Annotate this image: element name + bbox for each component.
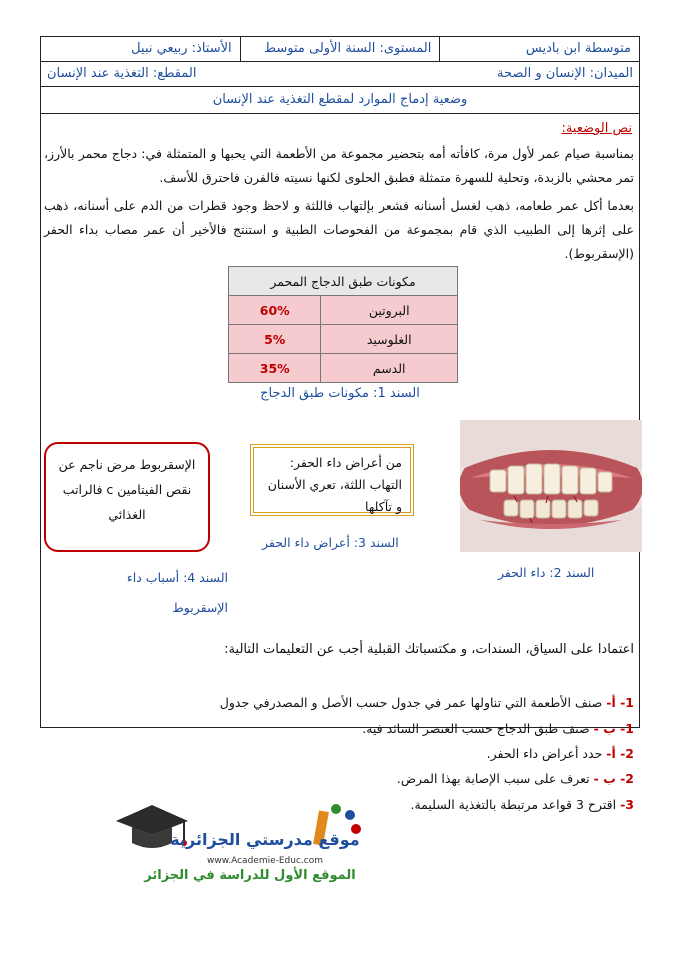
question-item [410, 797, 634, 812]
questions-intro: اعتمادا على السياق، السندات، و مكتسباتك القبلية أجب عن التعليمات التالية: [224, 642, 634, 657]
table-header: مكونات طبق الدجاج المحمر [229, 267, 458, 296]
teacher-name: الأستاذ: ربيعي نبيل [131, 41, 232, 56]
document-1-caption: السند 1: مكونات طبق الدجاج [260, 386, 420, 401]
causes-box: الإسقربوط مرض ناجم عن نقص الفيتامين c فالراتب الغذائي [44, 442, 210, 552]
document-2-caption: السند 2: داء الحفر [498, 565, 595, 580]
question-number: 3- [620, 797, 634, 812]
unit-label: المقطع: التغذية عند الإنسان [47, 66, 197, 81]
table-row [229, 296, 458, 325]
question-item [397, 771, 634, 786]
question-text: صنف طبق الدجاج حسب العنصر السائد فيه. [362, 721, 590, 736]
watermark-subtitle: الموقع الأول للدراسة في الجزائر [144, 868, 356, 883]
situation-paragraph-2: بعدما أكل عمر طعامه، ذهب لغسل أسنانه فشعر بإلتهاب فاللثة و لاحظ وجود قطرات من الدم على أسنانه، ذهب على إثرها إلى الطبيب الذي قام بمجموعة من الفحوصات الطبية و استنتج فالأخير أن عمر مصاب بداء الحفر (الإسقربوط). [44, 198, 634, 261]
composition-table [228, 266, 458, 383]
header-row-school [40, 36, 640, 62]
question-text: حدد أعراض داء الحفر. [486, 746, 603, 761]
question-number: 2- ب - [593, 771, 634, 786]
question-item [487, 746, 634, 761]
question-item [362, 721, 634, 736]
question-text: صنف الأطعمة التي تناولها عمر في جدول حسب الأصل و المصدرفي جدول [219, 695, 603, 710]
document-4-caption: السند 4: أسباب داء الإسقربوط [126, 570, 228, 615]
table-cell-name: البروتين [321, 296, 458, 325]
question-number: 1- أ- [606, 695, 634, 710]
school-name: متوسطة ابن باديس [439, 37, 639, 61]
question-item [220, 695, 634, 710]
table-cell-value: 5% [229, 325, 321, 354]
symptoms-box: من أعراض داء الحفر: التهاب اللثة، تعري الأسنان و تآكلها [250, 444, 414, 516]
question-text: تعرف على سبب الإصابة بهذا المرض. [396, 771, 590, 786]
question-text: اقترح 3 قواعد مرتبطة بالتغذية السليمة. [410, 797, 617, 812]
field-label: الميدان: الإنسان و الصحة [496, 66, 633, 81]
watermark-url: www.Academie-Educ.com [206, 856, 323, 866]
table-cell-value: 60% [229, 296, 321, 325]
table-row [229, 354, 458, 383]
watermark-title: موقع مدرستي الجزائرية [170, 830, 360, 849]
table-cell-value: 35% [229, 354, 321, 383]
table-cell-name: الغلوسيد [321, 325, 458, 354]
situation-paragraph-1: بمناسبة صيام عمر لأول مرة، كافأته أمه بتحضير مجموعة من الأطعمة التي يحبها و المتمثلة في: دجاج محمر بالأرز، تمر محشي بالزبدة، وتحلية للسهرة متمثلة فطبق الحلوى لكنها نسيته فالفرن فاحترق للأسف. [44, 146, 634, 185]
question-number: 2- أ- [606, 746, 634, 761]
scurvy-gums-photo [460, 420, 642, 552]
question-number: 1- ب - [593, 721, 634, 736]
table-row [229, 325, 458, 354]
header-row-field [40, 61, 640, 87]
document-3-caption: السند 3: أعراض داء الحفر [262, 535, 399, 550]
table-cell-name: الدسم [321, 354, 458, 383]
mouth-illustration [460, 420, 642, 552]
situation-title: وضعية إدماج الموارد لمقطع التغذية عند الإنسان [40, 86, 640, 114]
situation-heading: نص الوضعية: [561, 121, 632, 136]
level-label: المستوى: السنة الأولى متوسط [240, 37, 440, 61]
